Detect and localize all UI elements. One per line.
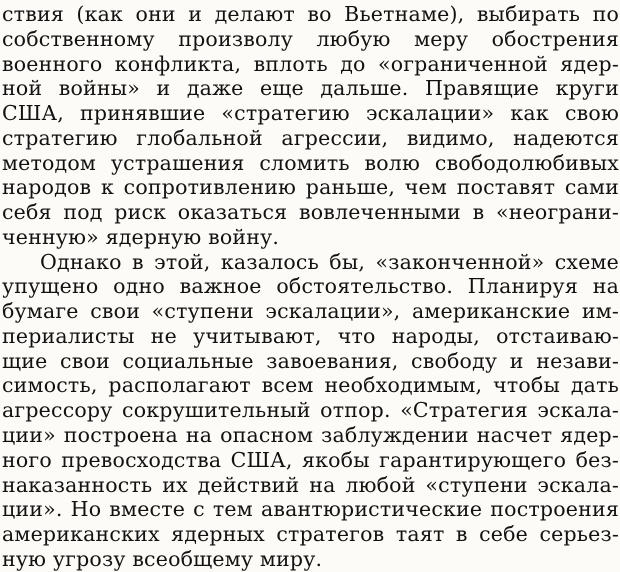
text-line: ной войны» и даже еще дальше. Правящие круги	[2, 76, 619, 101]
text-line: методом устрашения сломить волю свободолюбивых	[2, 150, 619, 175]
text-line: народов к сопротивлению раньше, чем поставят сами	[2, 175, 619, 200]
text-line: ченную» ядерную войну.	[2, 224, 280, 249]
text-line: военного конфликта, вплоть до «ограниченной ядер-	[2, 51, 619, 76]
text-line: симость, располагают всем необходимым, чтобы дать	[2, 373, 619, 398]
text-line: упущено одно важное обстоятельство. Планируя на	[2, 274, 619, 299]
text-line: ции» построена на опасном заблуждении насчет ядер-	[2, 423, 619, 448]
text-line: наказанность их действий на любой «ступени эскала-	[2, 472, 619, 497]
text-line: ную угрозу всеобщему миру.	[2, 546, 323, 571]
text-line: бумаге свои «ступени эскалации», американские им-	[2, 299, 619, 324]
text-line: агрессору сокрушительный отпор. «Стратегия эскала-	[2, 398, 619, 423]
text-line: ции». Но вместе с тем авантюристические построения	[2, 497, 619, 522]
text-line: ного превосходства США, якобы гарантирующего без-	[2, 447, 619, 472]
text-line: щие свои социальные завоевания, свободу и незави-	[2, 348, 619, 373]
text-line: собственному произволу любую меру обострения	[2, 26, 619, 51]
text-line: американских ядерных стратегов таят в себе серьез-	[2, 522, 619, 547]
text-line: ствия (как они и делают во Вьетнаме), выбирать по	[2, 2, 619, 26]
text-line: периалисты не учитывают, что народы, отстаиваю-	[2, 323, 619, 348]
text-line: США, принявшие «стратегию эскалации» как свою	[2, 101, 619, 126]
text-line: себя под риск оказаться вовлеченными в «неограни-	[2, 200, 619, 225]
body-text	[2, 2, 619, 572]
text-line: стратегию глобальной агрессии, видимо, надеются	[2, 125, 619, 150]
text-line: Однако в этой, казалось бы, «законченной» схеме	[40, 249, 619, 274]
